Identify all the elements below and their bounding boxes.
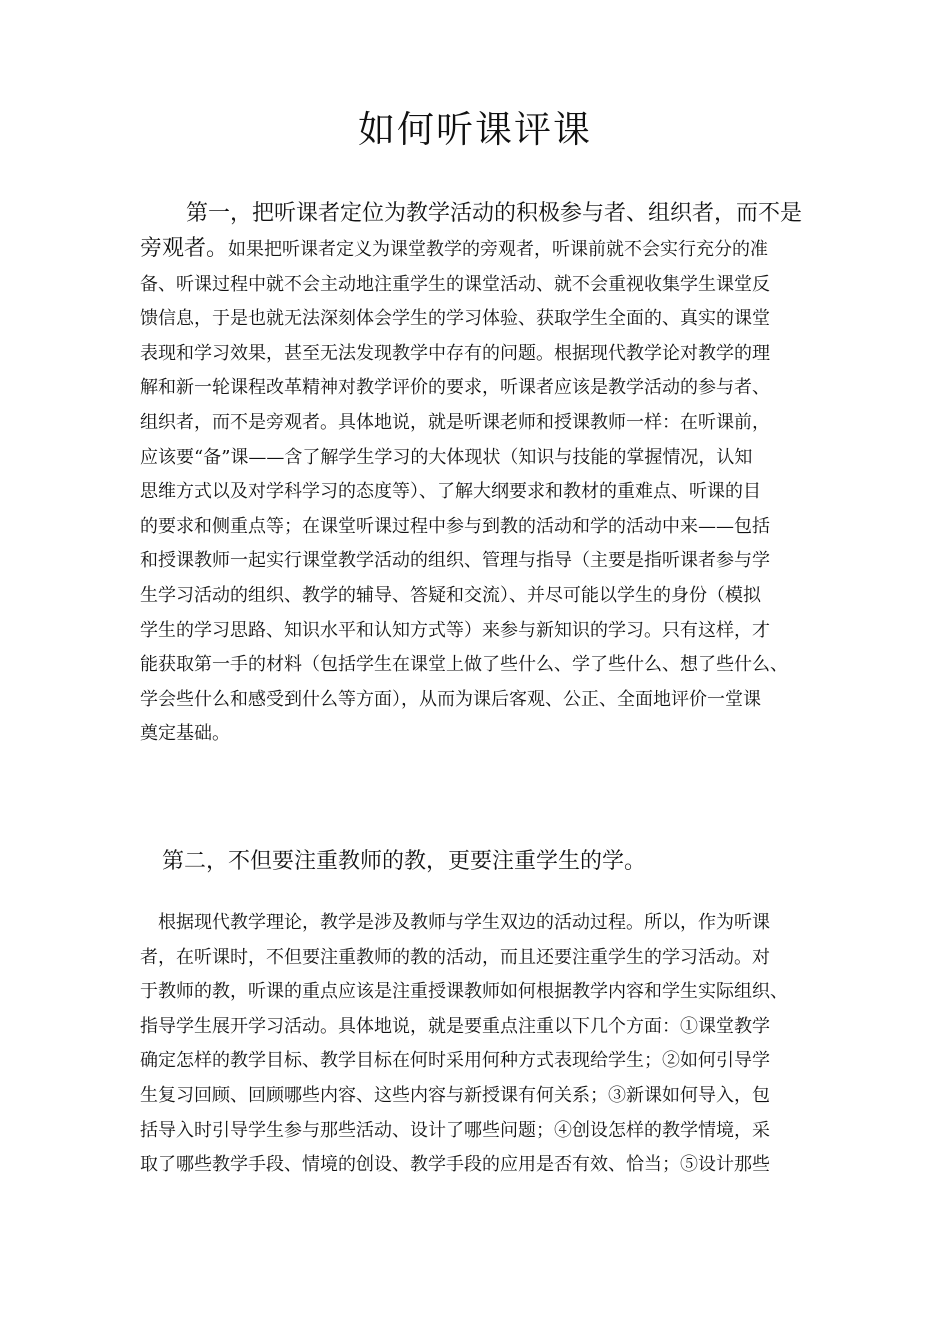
section1-heading xyxy=(140,196,830,232)
paragraph-line: 学生的学习思路、知识水平和认知方式等）来参与新知识的学习。只有这样，才 xyxy=(140,619,770,641)
paragraph-line: 解和新一轮课程改革精神对教学评价的要求，听课者应该是教学活动的参与者、 xyxy=(140,377,770,399)
paragraph-line: 组织者，而不是旁观者。具体地说，就是听课老师和授课教师一样：在听课前， xyxy=(140,411,770,433)
paragraph-line: 取了哪些教学手段、情境的创设、教学手段的应用是否有效、恰当；⑤设计那些 xyxy=(140,1154,770,1176)
paragraph-line xyxy=(140,232,830,268)
section1-heading-line: 第一，把听课者定位为教学活动的积极参与者、组织者，而不是 xyxy=(186,201,803,226)
paragraph-line: 于教师的教，听课的重点应该是注重授课教师如何根据教学内容和学生实际组织、 xyxy=(140,981,788,1003)
paragraph-line: 应该要“备”课——含了解学生学习的大体现状（知识与技能的掌握情况，认知 xyxy=(140,446,753,468)
paragraph-line: 者，在听课时，不但要注重教师的教的活动，而且还要注重学生的学习活动。对 xyxy=(140,946,770,968)
paragraph-line: 思维方式以及对学科学习的态度等）、了解大纲要求和教材的重难点、听课的目 xyxy=(140,481,761,503)
paragraph-line: 根据现代教学理论，教学是涉及教师与学生双边的活动过程。所以，作为听课 xyxy=(158,912,770,933)
section1-paragraph xyxy=(140,232,830,752)
paragraph-line: 生复习回顾、回顾哪些内容、这些内容与新授课有何关系；③新课如何导入，包 xyxy=(140,1084,770,1106)
section2-heading: 第二，不但要注重教师的教，更要注重学生的学。 xyxy=(162,849,647,874)
paragraph-line: 生学习活动的组织、教学的辅导、答疑和交流）、并尽可能以学生的身份（模拟 xyxy=(140,584,761,606)
paragraph-line: 能获取第一手的材料（包括学生在课堂上做了些什么、学了些什么、想了些什么、 xyxy=(140,654,788,676)
paragraph-line: 的要求和侧重点等；在课堂听课过程中参与到教的活动和学的活动中来——包括 xyxy=(140,515,770,537)
paragraph-line: 确定怎样的教学目标、教学目标在何时采用何种方式表现给学生；②如何引导学 xyxy=(140,1050,770,1072)
paragraph-line: 指导学生展开学习活动。具体地说，就是要重点注重以下几个方面：①课堂教学 xyxy=(140,1015,770,1037)
paragraph-line: 表现和学习效果，甚至无法发现教学中存有的问题。根据现代教学论对教学的理 xyxy=(140,342,770,364)
section2-paragraph xyxy=(140,906,830,1183)
paragraph-line: 学会些什么和感受到什么等方面），从而为课后客观、公正、全面地评价一堂课 xyxy=(140,688,761,710)
section1-heading-tail: 旁观者。 xyxy=(140,236,229,261)
paragraph-line: 馈信息，于是也就无法深刻体会学生的学习体验、获取学生全面的、真实的课堂 xyxy=(140,308,770,330)
paragraph-line: 奠定基础。 xyxy=(140,723,230,745)
paragraph-line-text: 如果把听课者定义为课堂教学的旁观者，听课前就不会实行充分的准 xyxy=(228,239,769,260)
document-title: 如何听课评课 xyxy=(358,108,592,151)
paragraph-line: 括导入时引导学生参与那些活动、设计了哪些问题；④创设怎样的教学情境，采 xyxy=(140,1119,770,1141)
paragraph-line: 和授课教师一起实行课堂教学活动的组织、管理与指导（主要是指听课者参与学 xyxy=(140,550,770,572)
paragraph-line: 备、听课过程中就不会主动地注重学生的课堂活动、就不会重视收集学生课堂反 xyxy=(140,273,770,295)
